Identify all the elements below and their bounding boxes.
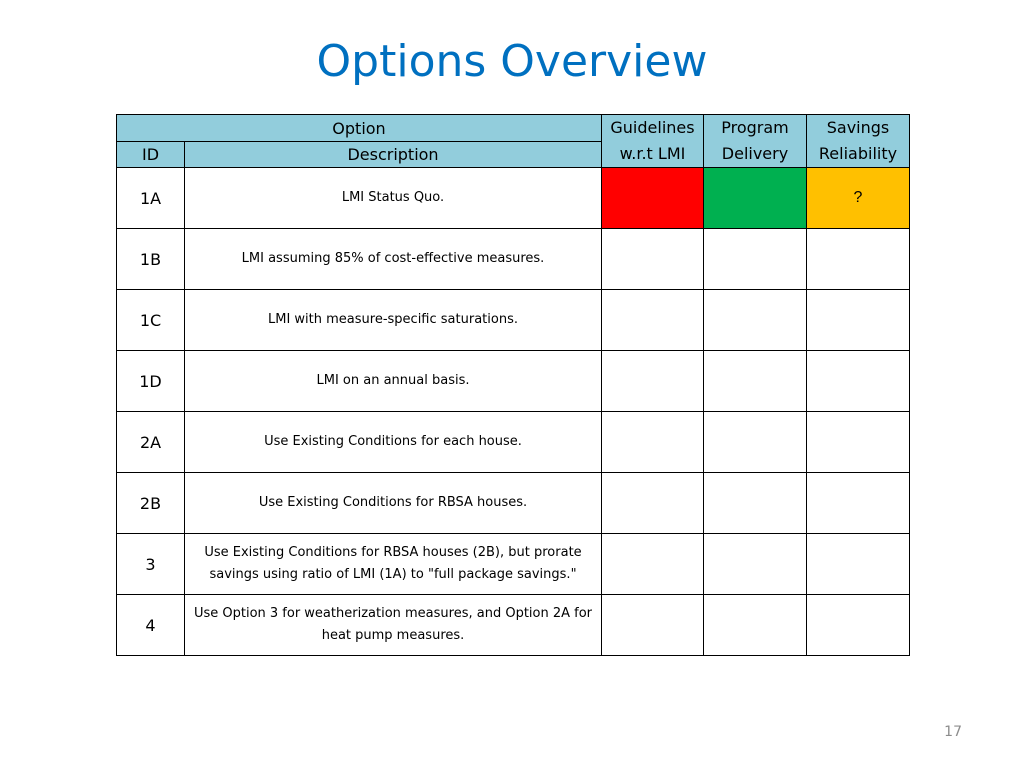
- table-row: [117, 473, 910, 534]
- program-status-cell: [704, 168, 807, 229]
- program-status-cell: [704, 534, 807, 595]
- table-row: [117, 595, 910, 656]
- header-guidelines: [602, 115, 704, 168]
- header-id: ID: [117, 142, 185, 168]
- savings-status-cell: [807, 595, 910, 656]
- header-guidelines-line2: w.r.t LMI: [619, 144, 686, 163]
- slide-title: Options Overview: [316, 36, 708, 87]
- guidelines-status-cell: [602, 534, 704, 595]
- row-description: [185, 534, 602, 595]
- row-id: 1D: [117, 351, 185, 412]
- header-program-delivery: [704, 115, 807, 168]
- row-description: LMI assuming 85% of cost-effective measures.: [185, 229, 602, 290]
- program-status-cell: [704, 290, 807, 351]
- header-row-1: [117, 115, 910, 142]
- header-program-line1: Program: [721, 118, 789, 137]
- row-description: Use Existing Conditions for RBSA houses.: [185, 473, 602, 534]
- header-savings-line2: Reliability: [818, 144, 898, 163]
- options-table-container: [116, 114, 910, 656]
- guidelines-status-cell: [602, 351, 704, 412]
- program-status-cell: [704, 412, 807, 473]
- table-row: [117, 534, 910, 595]
- row-description-line2: heat pump measures.: [321, 628, 465, 643]
- row-description: Use Existing Conditions for each house.: [185, 412, 602, 473]
- table-row: [117, 290, 910, 351]
- program-status-cell: [704, 595, 807, 656]
- row-description: LMI with measure-specific saturations.: [185, 290, 602, 351]
- row-id: 1A: [117, 168, 185, 229]
- row-description: [185, 595, 602, 656]
- table-row: [117, 412, 910, 473]
- header-savings-line1: Savings: [826, 118, 890, 137]
- savings-status-cell: [807, 412, 910, 473]
- guidelines-status-cell: [602, 412, 704, 473]
- savings-status-cell: [807, 351, 910, 412]
- row-description-line1: Use Option 3 for weatherization measures, and Option 2A for: [193, 606, 593, 621]
- guidelines-status-cell: [602, 168, 704, 229]
- savings-status-cell: [807, 534, 910, 595]
- header-savings-reliability: [807, 115, 910, 168]
- row-id: 3: [117, 534, 185, 595]
- row-description: LMI Status Quo.: [185, 168, 602, 229]
- guidelines-status-cell: [602, 229, 704, 290]
- header-guidelines-line1: Guidelines: [610, 118, 695, 137]
- options-table: [116, 114, 910, 656]
- table-row: [117, 168, 910, 229]
- row-id: 2B: [117, 473, 185, 534]
- program-status-cell: [704, 473, 807, 534]
- row-id: 4: [117, 595, 185, 656]
- header-description: Description: [185, 142, 602, 168]
- row-id: 1B: [117, 229, 185, 290]
- savings-status-cell: ?: [807, 168, 910, 229]
- savings-status-cell: [807, 290, 910, 351]
- guidelines-status-cell: [602, 595, 704, 656]
- row-id: 2A: [117, 412, 185, 473]
- header-option: Option: [117, 115, 602, 142]
- header-program-line2: Delivery: [721, 144, 789, 163]
- savings-status-cell: [807, 473, 910, 534]
- savings-status-cell: [807, 229, 910, 290]
- row-description-line2: savings using ratio of LMI (1A) to "full package savings.": [209, 567, 577, 582]
- guidelines-status-cell: [602, 473, 704, 534]
- program-status-cell: [704, 229, 807, 290]
- page-number: 17: [944, 724, 962, 740]
- row-id: 1C: [117, 290, 185, 351]
- program-status-cell: [704, 351, 807, 412]
- table-row: [117, 229, 910, 290]
- guidelines-status-cell: [602, 290, 704, 351]
- row-description: LMI on an annual basis.: [185, 351, 602, 412]
- row-description-line1: Use Existing Conditions for RBSA houses (2B), but prorate: [204, 545, 582, 560]
- table-row: [117, 351, 910, 412]
